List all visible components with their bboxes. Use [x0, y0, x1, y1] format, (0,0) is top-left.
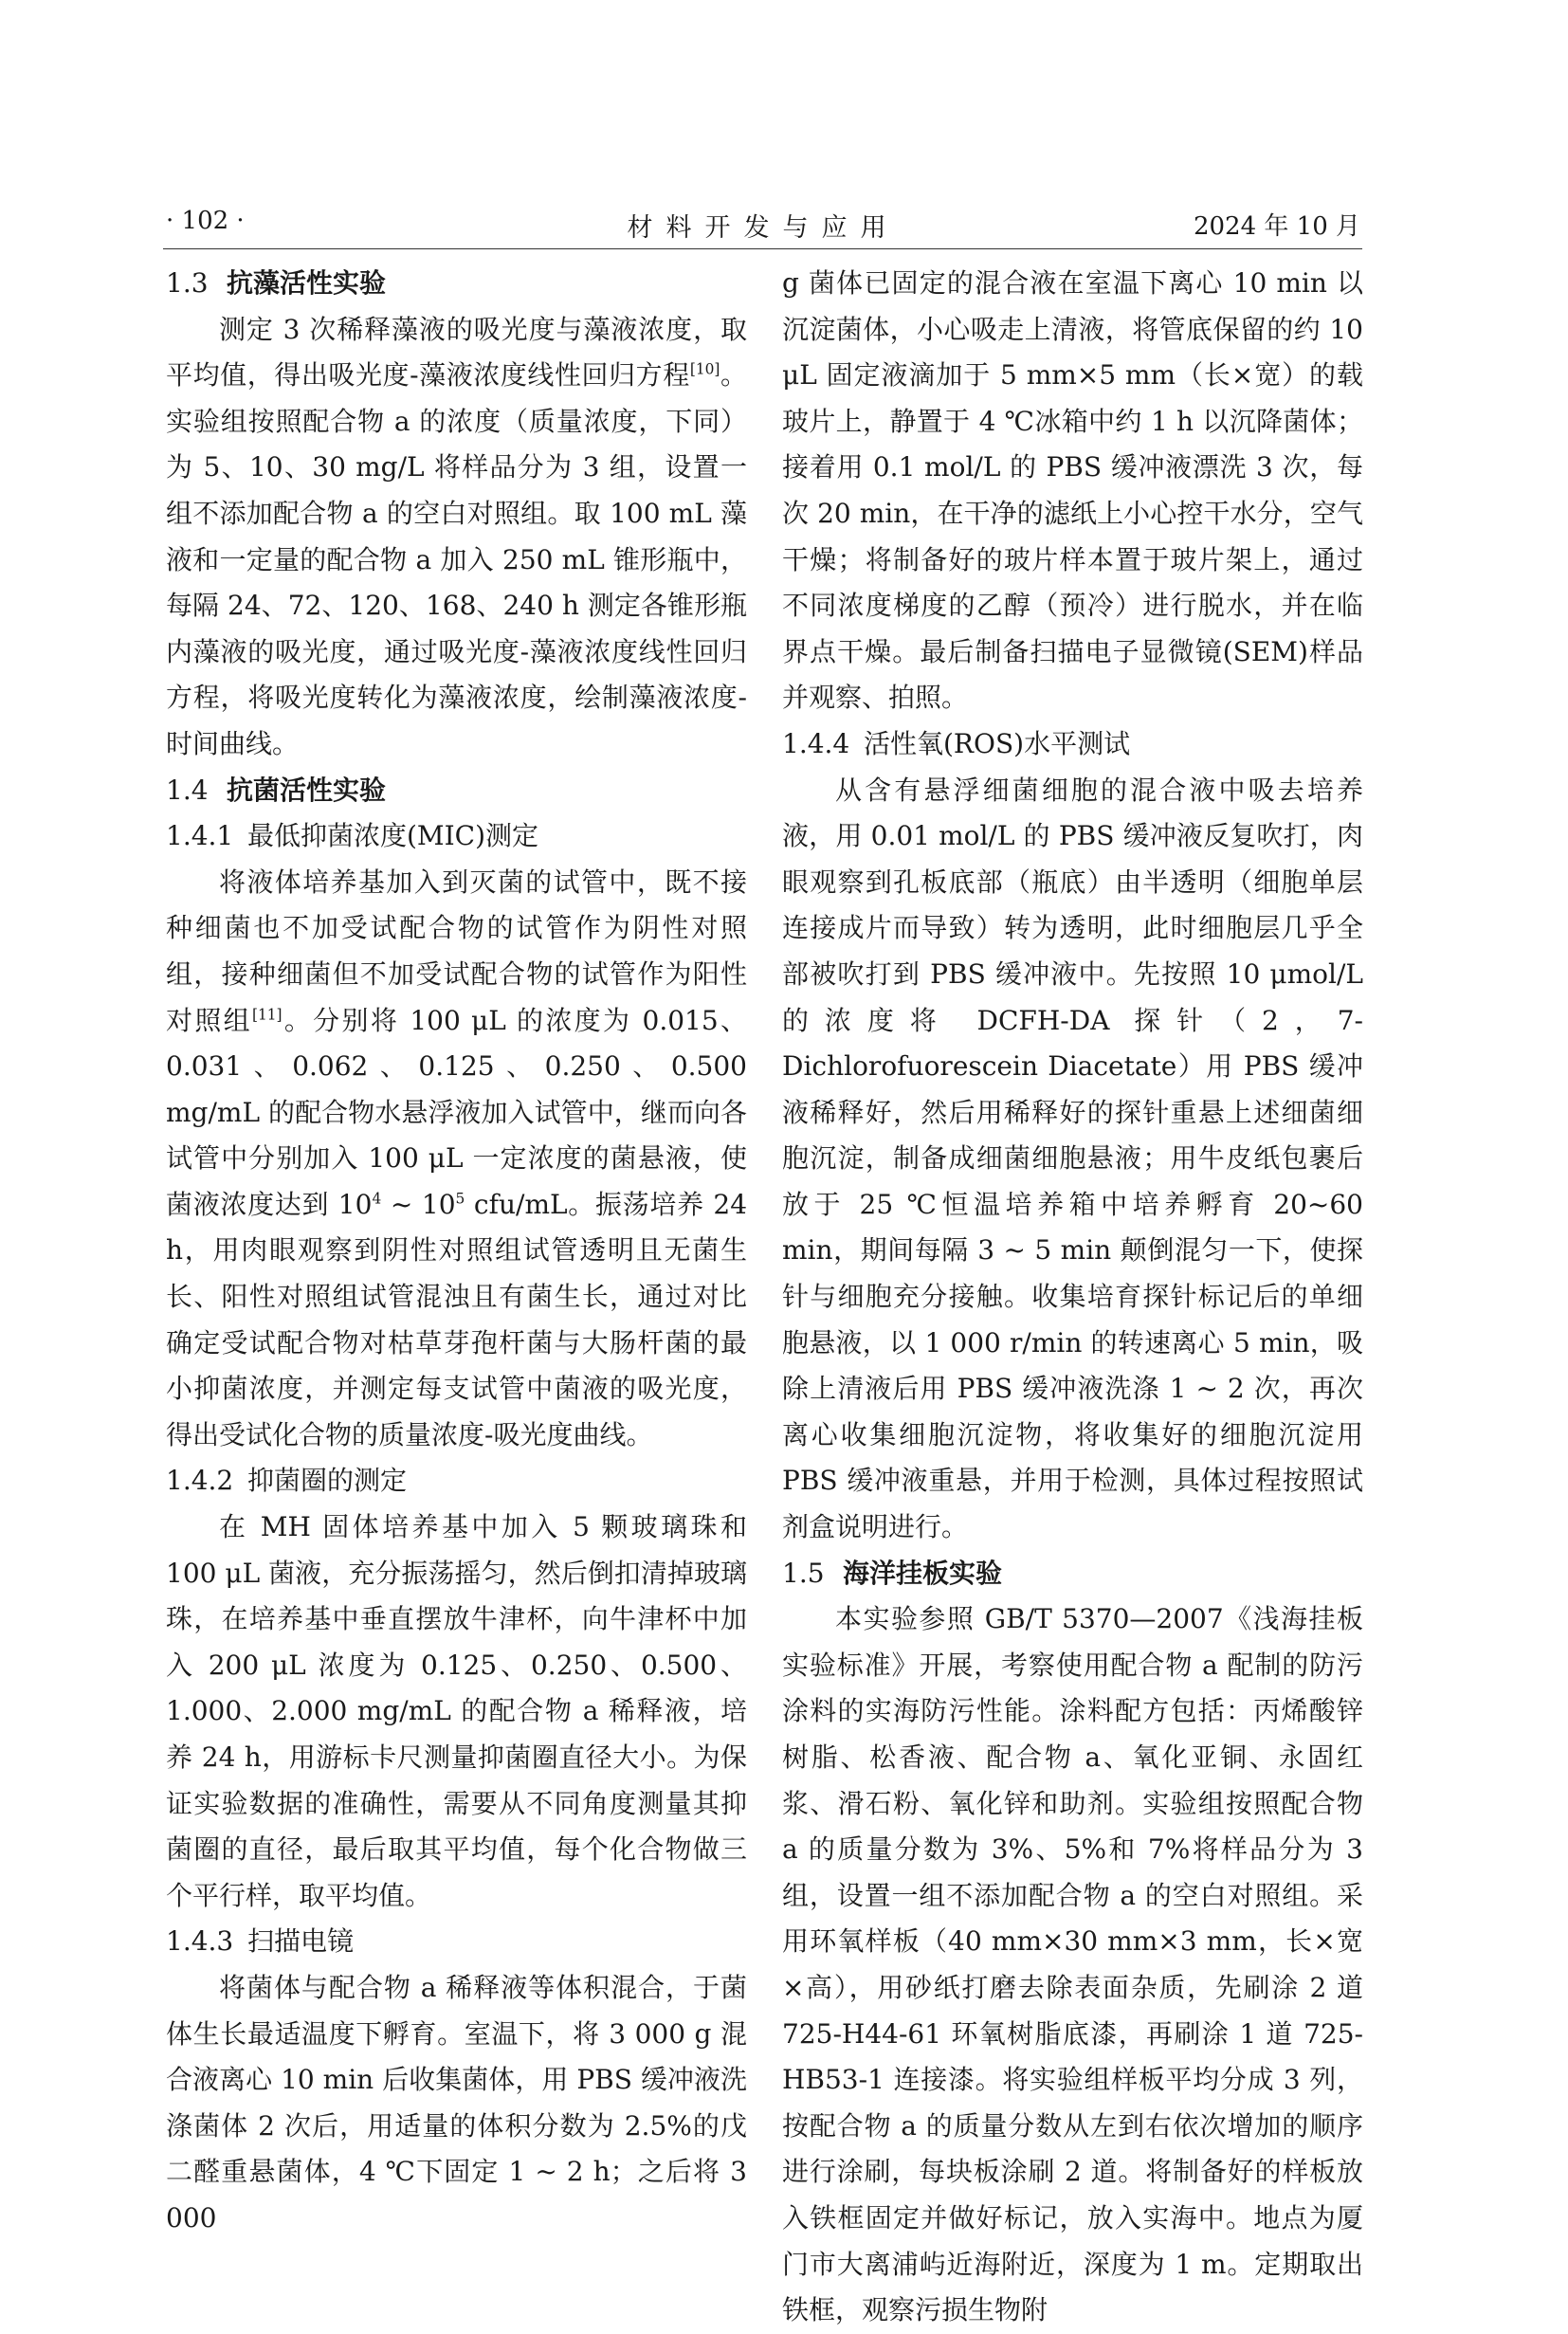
section-heading-1-4: [166, 768, 747, 814]
paragraph-text: 将液体培养基加入到灭菌的试管中，既不接种细菌也不加受试配合物的试管作为阴性对照组，接种细菌但不加受试配合物的试管作为阳性对照组: [166, 866, 747, 1036]
paragraph: [166, 307, 747, 768]
subsection-title: 最低抑菌浓度(MIC)测定: [247, 820, 539, 852]
paragraph-text: ~ 10: [381, 1188, 456, 1220]
section-title: 海洋挂板实验: [843, 1557, 1003, 1589]
page-number: · 102 ·: [166, 207, 245, 235]
paragraph-text: 测定 3 次稀释藻液的吸光度与藻液浓度，取平均值，得出吸光度-藻液浓度线性回归方程: [166, 313, 747, 392]
exponent: 4: [372, 1190, 382, 1208]
exponent: 5: [455, 1190, 465, 1208]
subsection-title: 抑菌圈的测定: [247, 1465, 408, 1497]
citation: [10]: [689, 360, 720, 378]
paragraph: 本实验参照 GB/T 5370—2007《浅海挂板实验标准》开展，考察使用配合物 a 配制的防污涂料的实海防污性能。涂料配方包括：丙烯酸锌树脂、松香液、配合物 a、氧化亚铜、永固红浆、滑石粉、氧化锌和助剂。实验组按照配合物 a 的质量分数为 3%、5%和 7%将样品分为 3 组，设置一组不添加配合物 a 的空白对照组。采用环氧样板（40 mm×30 mm×3 mm，长×宽×高），用砂纸打磨去除表面杂质，先刷涂 2 道 725-H44-61 环氧树脂底漆，再刷涂 1 道 725-HB53-1 连接漆。将实验组样板平均分成 3 列，按配合物 a 的质量分数从左到右依次增加的顺序进行涂刷，每块板涂刷 2 道。将制备好的样板放入铁框固定并做好标记，放入实海中。地点为厦门市大离浦屿近海附近，深度为 1 m。定期取出铁框，观察污损生物附: [782, 1603, 1363, 2326]
header-rule: [163, 248, 1362, 249]
subsection-number: 1.4.4: [782, 727, 850, 759]
subsection-heading-1-4-1: [166, 813, 747, 860]
section-number: 1.3: [166, 267, 209, 299]
subsection-heading-1-4-3: [166, 1919, 747, 1965]
subsection-title: 扫描电镜: [247, 1925, 355, 1958]
paragraph-continued: g 菌体已固定的混合液在室温下离心 10 min 以沉淀菌体，小心吸走上清液，将管底保留的约 10 μL 固定液滴加于 5 mm×5 mm（长×宽）的载玻片上，静置于 4 ℃冰箱中约 1 h 以沉降菌体；接着用 0.1 mol/L 的 PBS 缓冲液漂洗 3 次，每次 20 min，在干净的滤纸上小心控干水分，空气干燥；将制备好的玻片样本置于玻片架上，通过不同浓度梯度的乙醇（预冷）进行脱水，并在临界点干燥。最后制备扫描电子显微镜(SEM)样品并观察、拍照。: [782, 267, 1363, 714]
subsection-number: 1.4.2: [166, 1465, 234, 1497]
subsection-number: 1.4.3: [166, 1925, 234, 1958]
paragraph: [166, 860, 747, 1459]
citation: [11]: [251, 1006, 283, 1024]
paragraph: 从含有悬浮细菌细胞的混合液中吸去培养液，用 0.01 mol/L 的 PBS 缓冲液反复吹打，肉眼观察到孔板底部（瓶底）由半透明（细胞单层连接成片而导致）转为透明，此时细胞层几乎全部被吹打到 PBS 缓冲液中。先按照 10 μmol/L 的浓度将 DCFH-DA 探针（2，7-Dichlorofuorescein Diacetate）用 PBS 缓冲液稀释好，然后用稀释好的探针重悬上述细菌细胞沉淀，制备成细菌细胞悬液；用牛皮纸包裹后放于 25 ℃恒温培养箱中培养孵育 20~60 min，期间每隔 3 ~ 5 min 颠倒混匀一下，使探针与细胞充分接触。收集培育探针标记后的单细胞悬液，以 1 000 r/min 的转速离心 5 min，吸除上清液后用 PBS 缓冲液洗涤 1 ~ 2 次，再次离心收集细胞沉淀物，将收集好的细胞沉淀用 PBS 缓冲液重悬，并用于检测，具体过程按照试剂盒说明进行。: [782, 774, 1363, 1543]
right-column: [782, 261, 1363, 2334]
subsection-heading-1-4-2: [166, 1458, 747, 1504]
paragraph: 将菌体与配合物 a 稀释液等体积混合，于菌体生长最适温度下孵育。室温下，将 3 000 g 混合液离心 10 min 后收集菌体，用 PBS 缓冲液洗涤菌体 2 次后，用适量的体积分数为 2.5%的戊二醛重悬菌体，4 ℃下固定 1 ~ 2 h；之后将 3 000: [166, 1971, 747, 2234]
section-title: 抗菌活性实验: [227, 774, 387, 806]
section-heading-1-3: [166, 261, 747, 307]
section-number: 1.5: [782, 1557, 825, 1589]
section-number: 1.4: [166, 774, 209, 806]
section-heading-1-5: [782, 1551, 1363, 1597]
paragraph: 在 MH 固体培养基中加入 5 颗玻璃珠和 100 μL 菌液，充分振荡摇匀，然后倒扣清掉玻璃珠，在培养基中垂直摆放牛津杯，向牛津杯中加入 200 μL 浓度为 0.125、0.250、0.500、1.000、2.000 mg/mL 的配合物 a 稀释液，培养 24 h，用游标卡尺测量抑菌圈直径大小。为保证实验数据的准确性，需要从不同角度测量其抑菌圈的直径，最后取其平均值，每个化合物做三个平行样，取平均值。: [166, 1511, 747, 1911]
journal-title: 材料开发与应用: [627, 213, 900, 243]
issue-date: 2024 年 10 月: [1193, 212, 1360, 241]
paragraph-text: 。实验组按照配合物 a 的浓度（质量浓度，下同）为 5、10、30 mg/L 将样品分为 3 组，设置一组不添加配合物 a 的空白对照组。取 100 mL 藻液和一定量的配合物 a 加入 250 mL 锥形瓶中，每隔 24、72、120、168、240 h 测定各锥形瓶内藻液的吸光度，通过吸光度-藻液浓度线性回归方程，将吸光度转化为藻液浓度，绘制藻液浓度-时间曲线。: [166, 359, 747, 759]
subsection-title: 活性氧(ROS)水平测试: [864, 727, 1131, 759]
paragraph-text: 。分别将 100 μL 的浓度为 0.015、0.031、0.062、0.125、0.250、0.500 mg/mL 的配合物水悬浮液加入试管中，继而向各试管中分别加入 100 μL 一定浓度的菌悬液，使菌液浓度达到 10: [166, 1004, 747, 1220]
left-column: [166, 261, 747, 2242]
section-title: 抗藻活性实验: [227, 267, 387, 299]
paragraph-text: cfu/mL。振荡培养 24 h，用肉眼观察到阴性对照组试管透明且无菌生长、阳性对照组试管混浊且有菌生长，通过对比确定受试配合物对枯草芽孢杆菌与大肠杆菌的最小抑菌浓度，并测定每支试管中菌液的吸光度，得出受试化合物的质量浓度-吸光度曲线。: [166, 1188, 748, 1450]
subsection-heading-1-4-4: [782, 721, 1363, 768]
subsection-number: 1.4.1: [166, 820, 234, 852]
running-header: [166, 207, 1360, 241]
